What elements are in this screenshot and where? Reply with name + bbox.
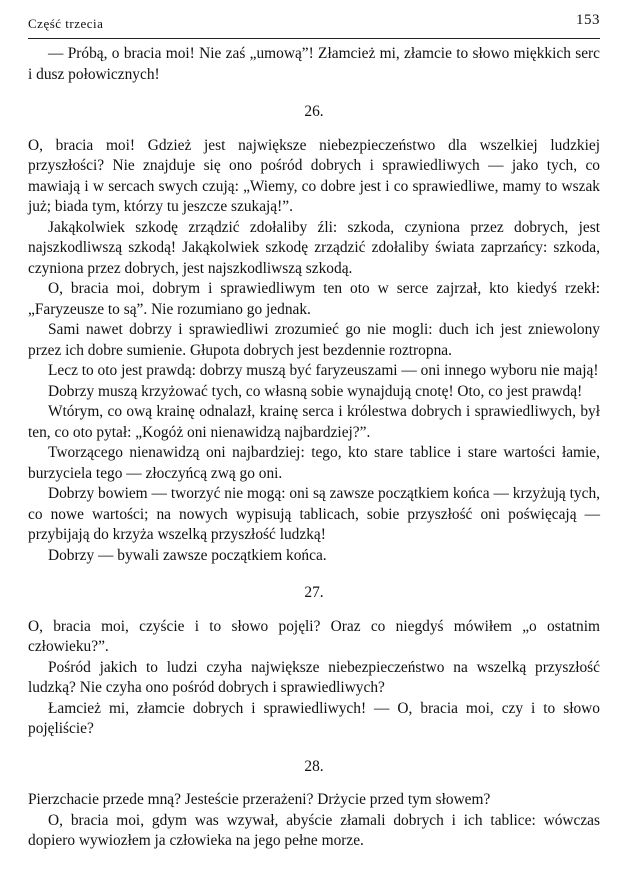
paragraph: Dobrzy muszą krzyżować tych, co własną sobie wynajdują cnotę! Oto, co jest prawdą! bbox=[48, 382, 583, 400]
paragraph: Jakąkolwiek szkodę zrządzić zdołaliby źli: szkoda, czyniona przez dobrych, jest najszkodliwszą szkodą! Jakąkolwiek szkodę zrządzić zdołaliby świata zaprzańcy: szkoda, czyniona przez dobrych, jest najszkodliwszą szkodą. bbox=[28, 218, 600, 277]
chapter-title: Część trzecia bbox=[28, 16, 104, 31]
section-heading-26: 26. bbox=[304, 103, 324, 120]
section-heading-27: 27. bbox=[304, 584, 324, 601]
paragraph: O, bracia moi, czyście i to słowo pojęli? Oraz co niegdyś mówiłem „o ostatnim człowieku?”. bbox=[28, 617, 600, 655]
paragraph: Wtórym, co ową krainę odnalazł, krainę serca i królestwa dobrych i sprawiedliwych, był ten, co oto pytał: „Kogóż oni nienawidzą najbardziej?”. bbox=[28, 403, 600, 441]
paragraph: O, bracia moi, gdym was wzywał, abyście złamali dobrych i ich tablice: wówczas dopiero wywiozłem ja człowieka na jego pełne morze. bbox=[28, 811, 600, 849]
paragraph: Tworzącego nienawidzą oni najbardziej: tego, kto stare tablice i stare wartości łamie, burzyciela tego — złoczyńcą zwą go oni. bbox=[28, 444, 600, 482]
paragraph: Dobrzy — bywali zawsze początkiem końca. bbox=[48, 546, 327, 564]
paragraph: Łamcież mi, złamcie dobrych i sprawiedliwych! — O, bracia moi, czy i to słowo pojęliście? bbox=[28, 699, 600, 737]
section-heading-28: 28. bbox=[304, 757, 324, 775]
body-text bbox=[28, 44, 600, 852]
paragraph: Dobrzy bowiem — tworzyć nie mogą: oni są zawsze początkiem końca — krzyżują tych, co nowe wartości; na nowych wypisują tablicach, sobie przyszłość oni poświęcają — przybijają do krzyża wszelką przyszłość ludzką! bbox=[28, 485, 600, 543]
paragraph: O, bracia moi! Gdzież jest największe niebezpieczeństwo dla wszelkiej ludzkiej przyszłości? Nie znajduje się ono pośród dobrych i sprawiedliwych — jako tych, co mawiają i w sercach swych czują: „Wiemy, co dobre jest i co sprawiedliwe, mamy to wszak już; biada tym, którzy tu jeszcze szukają!”. bbox=[28, 136, 600, 215]
page-number: 153 bbox=[576, 12, 600, 28]
running-head bbox=[28, 12, 600, 36]
paragraph: Pierzchacie przede mną? Jesteście przerażeni? Drżycie przed tym słowem? bbox=[28, 791, 491, 808]
paragraph: Lecz to oto jest prawdą: dobrzy muszą być faryzeuszami — oni innego wyboru nie mają! bbox=[48, 362, 599, 379]
paragraph: Sami nawet dobrzy i sprawiedliwi zrozumieć go nie mogli: duch ich jest zniewolony przez ich dobre sumienie. Głupota dobrych jest bezdennie roztropna. bbox=[28, 321, 600, 359]
paragraph: Pośród jakich to ludzi czyha największe niebezpieczeństwo na wszelką przyszłość ludzką? Nie czyha ono pośród dobrych i sprawiedliwych? bbox=[28, 658, 600, 696]
paragraph: O, bracia moi, dobrym i sprawiedliwym ten oto w serce zajrzał, kto kiedyś rzekł: „Faryzeusze to są”. Nie rozumiano go jednak. bbox=[28, 280, 600, 318]
header-rule bbox=[28, 38, 600, 39]
opening-paragraph: — Próbą, o bracia moi! Nie zaś „umową”! Złamcież mi, złamcie to słowo miękkich serc i dusz połowicznych! bbox=[28, 45, 600, 83]
